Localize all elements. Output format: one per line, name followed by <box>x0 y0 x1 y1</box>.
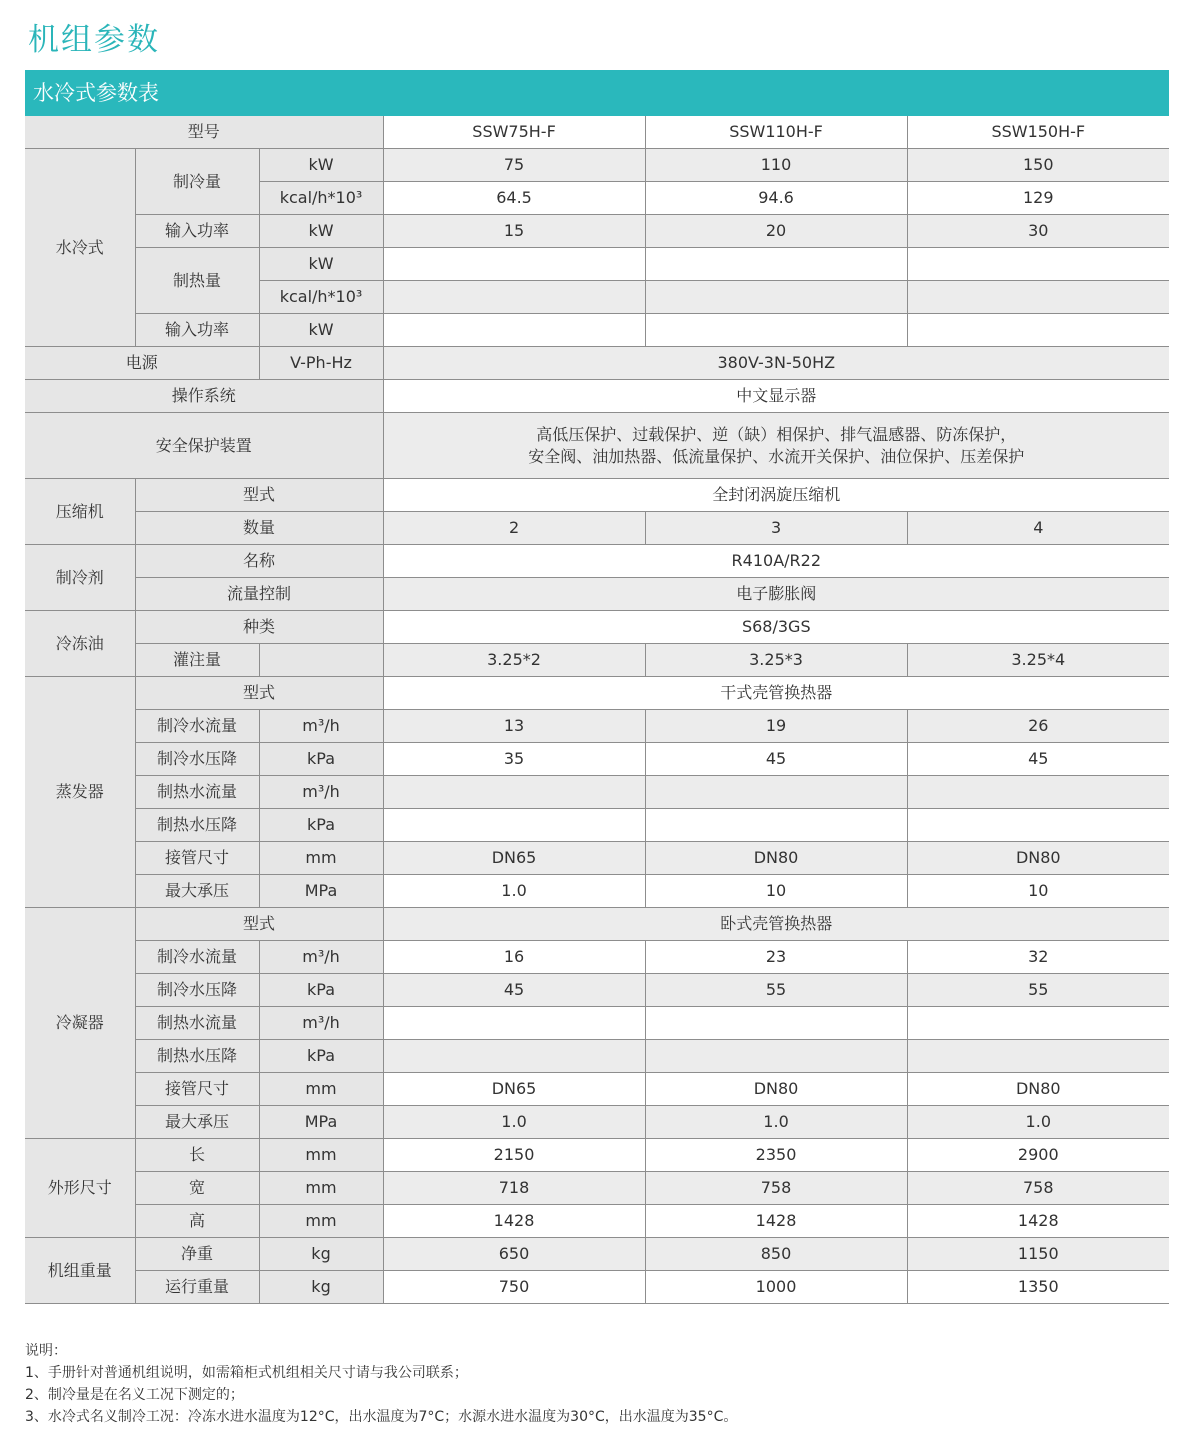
value-cell <box>907 1007 1169 1040</box>
value-cell: 中文显示器 <box>383 380 1169 413</box>
value-cell <box>907 314 1169 347</box>
table-row <box>25 743 1169 776</box>
group-label: 冷冻油 <box>25 611 135 677</box>
table-row <box>25 413 1169 479</box>
value-cell <box>907 776 1169 809</box>
page-title: 机组参数 <box>28 22 160 58</box>
value-cell <box>645 281 907 314</box>
group-label: 外形尺寸 <box>25 1139 135 1238</box>
value-cell: 10 <box>645 875 907 908</box>
group-label: 压缩机 <box>25 479 135 545</box>
value-cell: 2900 <box>907 1139 1169 1172</box>
table-row <box>25 710 1169 743</box>
table-row <box>25 545 1169 578</box>
spec-table <box>25 116 1169 1304</box>
row-label: 制冷水压降 <box>135 743 259 776</box>
value-cell: 23 <box>645 941 907 974</box>
row-label: 操作系统 <box>25 380 383 413</box>
unit-label: kW <box>259 314 383 347</box>
value-cell: S68/3GS <box>383 611 1169 644</box>
unit-label: MPa <box>259 1106 383 1139</box>
row-label: 制热量 <box>135 248 259 314</box>
table-row <box>25 776 1169 809</box>
note-item: 2、制冷量是在名义工况下测定的； <box>25 1387 244 1403</box>
row-label: 净重 <box>135 1238 259 1271</box>
unit-label: kW <box>259 248 383 281</box>
value-cell: 19 <box>645 710 907 743</box>
row-label: 运行重量 <box>135 1271 259 1304</box>
notes <box>25 1340 737 1428</box>
unit-label: mm <box>259 1139 383 1172</box>
model-name: SSW110H-F <box>645 116 907 149</box>
value-cell <box>383 776 645 809</box>
table-row <box>25 1007 1169 1040</box>
value-cell: 全封闭涡旋压缩机 <box>383 479 1169 512</box>
group-label: 冷凝器 <box>25 908 135 1139</box>
value-cell: 75 <box>383 149 645 182</box>
row-label: 接管尺寸 <box>135 842 259 875</box>
value-cell: 129 <box>907 182 1169 215</box>
value-cell: 1428 <box>383 1205 645 1238</box>
table-row <box>25 1172 1169 1205</box>
row-label: 制冷水压降 <box>135 974 259 1007</box>
table-header-row <box>25 116 1169 149</box>
value-cell: 850 <box>645 1238 907 1271</box>
value-cell <box>645 1040 907 1073</box>
safety-line-1: 高低压保护、过载保护、逆（缺）相保护、排气温感器、防冻保护， <box>536 424 1017 444</box>
value-cell: 13 <box>383 710 645 743</box>
row-label: 最大承压 <box>135 1106 259 1139</box>
table-row <box>25 347 1169 380</box>
table-row <box>25 875 1169 908</box>
value-cell: DN65 <box>383 842 645 875</box>
value-cell: 1428 <box>907 1205 1169 1238</box>
table-row <box>25 1205 1169 1238</box>
value-cell <box>383 281 645 314</box>
value-cell: 16 <box>383 941 645 974</box>
value-cell: 750 <box>383 1271 645 1304</box>
unit-label: kg <box>259 1271 383 1304</box>
value-cell: 1.0 <box>383 875 645 908</box>
value-cell <box>907 248 1169 281</box>
group-label: 水冷式 <box>25 149 135 347</box>
group-label: 蒸发器 <box>25 677 135 908</box>
row-label: 输入功率 <box>135 314 259 347</box>
unit-label: kg <box>259 1238 383 1271</box>
table-row <box>25 1073 1169 1106</box>
value-cell <box>383 1007 645 1040</box>
table-row <box>25 644 1169 677</box>
value-cell: R410A/R22 <box>383 545 1169 578</box>
value-cell <box>645 776 907 809</box>
value-cell: 35 <box>383 743 645 776</box>
value-cell: 94.6 <box>645 182 907 215</box>
value-cell <box>645 314 907 347</box>
unit-label: m³/h <box>259 941 383 974</box>
value-cell: DN80 <box>907 1073 1169 1106</box>
note-item: 3、水冷式名义制冷工况：冷冻水进水温度为12°C，出水温度为7°C；水源水进水温度为30°C，出水温度为35°C。 <box>25 1409 738 1425</box>
value-cell: 45 <box>907 743 1169 776</box>
value-cell: 380V-3N-50HZ <box>383 347 1169 380</box>
table-title-banner: 水冷式参数表 <box>25 70 1169 116</box>
value-cell: 20 <box>645 215 907 248</box>
value-cell <box>907 281 1169 314</box>
value-cell: 1.0 <box>907 1106 1169 1139</box>
unit-label: kPa <box>259 809 383 842</box>
note-item: 1、手册针对普通机组说明，如需箱柜式机组相关尺寸请与我公司联系； <box>25 1365 468 1381</box>
value-cell: 2 <box>383 512 645 545</box>
unit-label: mm <box>259 1205 383 1238</box>
group-label: 制冷剂 <box>25 545 135 611</box>
value-cell: DN80 <box>645 842 907 875</box>
table-row <box>25 1139 1169 1172</box>
table-row <box>25 677 1169 710</box>
value-cell: 1150 <box>907 1238 1169 1271</box>
row-label: 名称 <box>135 545 383 578</box>
unit-label: m³/h <box>259 1007 383 1040</box>
row-label: 接管尺寸 <box>135 1073 259 1106</box>
unit-label: kW <box>259 215 383 248</box>
value-cell <box>383 248 645 281</box>
table-row <box>25 941 1169 974</box>
unit-label <box>259 644 383 677</box>
table-row <box>25 149 1169 182</box>
row-label: 数量 <box>135 512 383 545</box>
row-label: 电源 <box>25 347 259 380</box>
unit-label: kcal/h*10³ <box>259 182 383 215</box>
row-label: 输入功率 <box>135 215 259 248</box>
value-cell: 3.25*4 <box>907 644 1169 677</box>
value-cell: 卧式壳管换热器 <box>383 908 1169 941</box>
unit-label: m³/h <box>259 710 383 743</box>
row-label: 制冷水流量 <box>135 941 259 974</box>
table-row <box>25 611 1169 644</box>
model-name: SSW150H-F <box>907 116 1169 149</box>
value-cell: 2150 <box>383 1139 645 1172</box>
row-label: 制热水流量 <box>135 1007 259 1040</box>
value-cell: 30 <box>907 215 1169 248</box>
value-cell: 干式壳管换热器 <box>383 677 1169 710</box>
value-cell: 3.25*3 <box>645 644 907 677</box>
value-cell: DN80 <box>907 842 1169 875</box>
value-cell <box>645 809 907 842</box>
value-cell: 1350 <box>907 1271 1169 1304</box>
value-cell: 45 <box>645 743 907 776</box>
unit-label: m³/h <box>259 776 383 809</box>
value-cell: 45 <box>383 974 645 1007</box>
safety-line-2: 安全阀、油加热器、低流量保护、水流开关保护、油位保护、压差保护 <box>528 446 1025 466</box>
value-cell: 3 <box>645 512 907 545</box>
value-cell: 758 <box>907 1172 1169 1205</box>
table-row <box>25 1040 1169 1073</box>
table-row <box>25 908 1169 941</box>
value-cell: 3.25*2 <box>383 644 645 677</box>
unit-label: kPa <box>259 743 383 776</box>
row-label: 型式 <box>135 479 383 512</box>
unit-label: kW <box>259 149 383 182</box>
row-label: 长 <box>135 1139 259 1172</box>
group-label: 机组重量 <box>25 1238 135 1304</box>
value-cell <box>645 248 907 281</box>
unit-label: mm <box>259 842 383 875</box>
value-cell <box>383 809 645 842</box>
value-cell: 1.0 <box>645 1106 907 1139</box>
value-cell: 55 <box>907 974 1169 1007</box>
row-label: 制热水流量 <box>135 776 259 809</box>
row-label: 型式 <box>135 908 383 941</box>
table-row <box>25 842 1169 875</box>
value-cell: 电子膨胀阀 <box>383 578 1169 611</box>
value-cell: 1.0 <box>383 1106 645 1139</box>
table-row <box>25 215 1169 248</box>
value-cell: DN65 <box>383 1073 645 1106</box>
row-label: 宽 <box>135 1172 259 1205</box>
value-cell: 15 <box>383 215 645 248</box>
table-row <box>25 974 1169 1007</box>
unit-label: kPa <box>259 1040 383 1073</box>
value-cell <box>645 1007 907 1040</box>
row-label: 流量控制 <box>135 578 383 611</box>
model-header-label: 型号 <box>25 116 383 149</box>
table-row <box>25 1238 1169 1271</box>
table-row <box>25 479 1169 512</box>
row-label: 安全保护装置 <box>25 413 383 479</box>
value-cell <box>907 1040 1169 1073</box>
unit-label: MPa <box>259 875 383 908</box>
row-label: 制冷水流量 <box>135 710 259 743</box>
value-cell: 26 <box>907 710 1169 743</box>
value-cell: 10 <box>907 875 1169 908</box>
value-cell: 64.5 <box>383 182 645 215</box>
row-label: 型式 <box>135 677 383 710</box>
table-row <box>25 380 1169 413</box>
value-cell: 718 <box>383 1172 645 1205</box>
table-row <box>25 248 1169 281</box>
value-cell: 1428 <box>645 1205 907 1238</box>
unit-label: V-Ph-Hz <box>259 347 383 380</box>
unit-label: mm <box>259 1073 383 1106</box>
row-label: 最大承压 <box>135 875 259 908</box>
value-cell: 1000 <box>645 1271 907 1304</box>
row-label: 制热水压降 <box>135 809 259 842</box>
value-cell: 758 <box>645 1172 907 1205</box>
value-cell: 32 <box>907 941 1169 974</box>
value-cell: DN80 <box>645 1073 907 1106</box>
row-label: 高 <box>135 1205 259 1238</box>
model-name: SSW75H-F <box>383 116 645 149</box>
value-cell: 4 <box>907 512 1169 545</box>
value-cell <box>907 809 1169 842</box>
row-label: 制热水压降 <box>135 1040 259 1073</box>
value-cell: 2350 <box>645 1139 907 1172</box>
table-row <box>25 314 1169 347</box>
unit-label: mm <box>259 1172 383 1205</box>
table-row <box>25 809 1169 842</box>
value-cell <box>383 413 1169 479</box>
row-label: 制冷量 <box>135 149 259 215</box>
unit-label: kPa <box>259 974 383 1007</box>
value-cell: 55 <box>645 974 907 1007</box>
row-label: 种类 <box>135 611 383 644</box>
notes-title: 说明： <box>25 1343 67 1359</box>
table-row <box>25 1106 1169 1139</box>
table-row <box>25 512 1169 545</box>
value-cell: 110 <box>645 149 907 182</box>
table-row <box>25 1271 1169 1304</box>
value-cell: 150 <box>907 149 1169 182</box>
row-label: 灌注量 <box>135 644 259 677</box>
value-cell: 650 <box>383 1238 645 1271</box>
value-cell <box>383 314 645 347</box>
value-cell <box>383 1040 645 1073</box>
table-row <box>25 578 1169 611</box>
unit-label: kcal/h*10³ <box>259 281 383 314</box>
